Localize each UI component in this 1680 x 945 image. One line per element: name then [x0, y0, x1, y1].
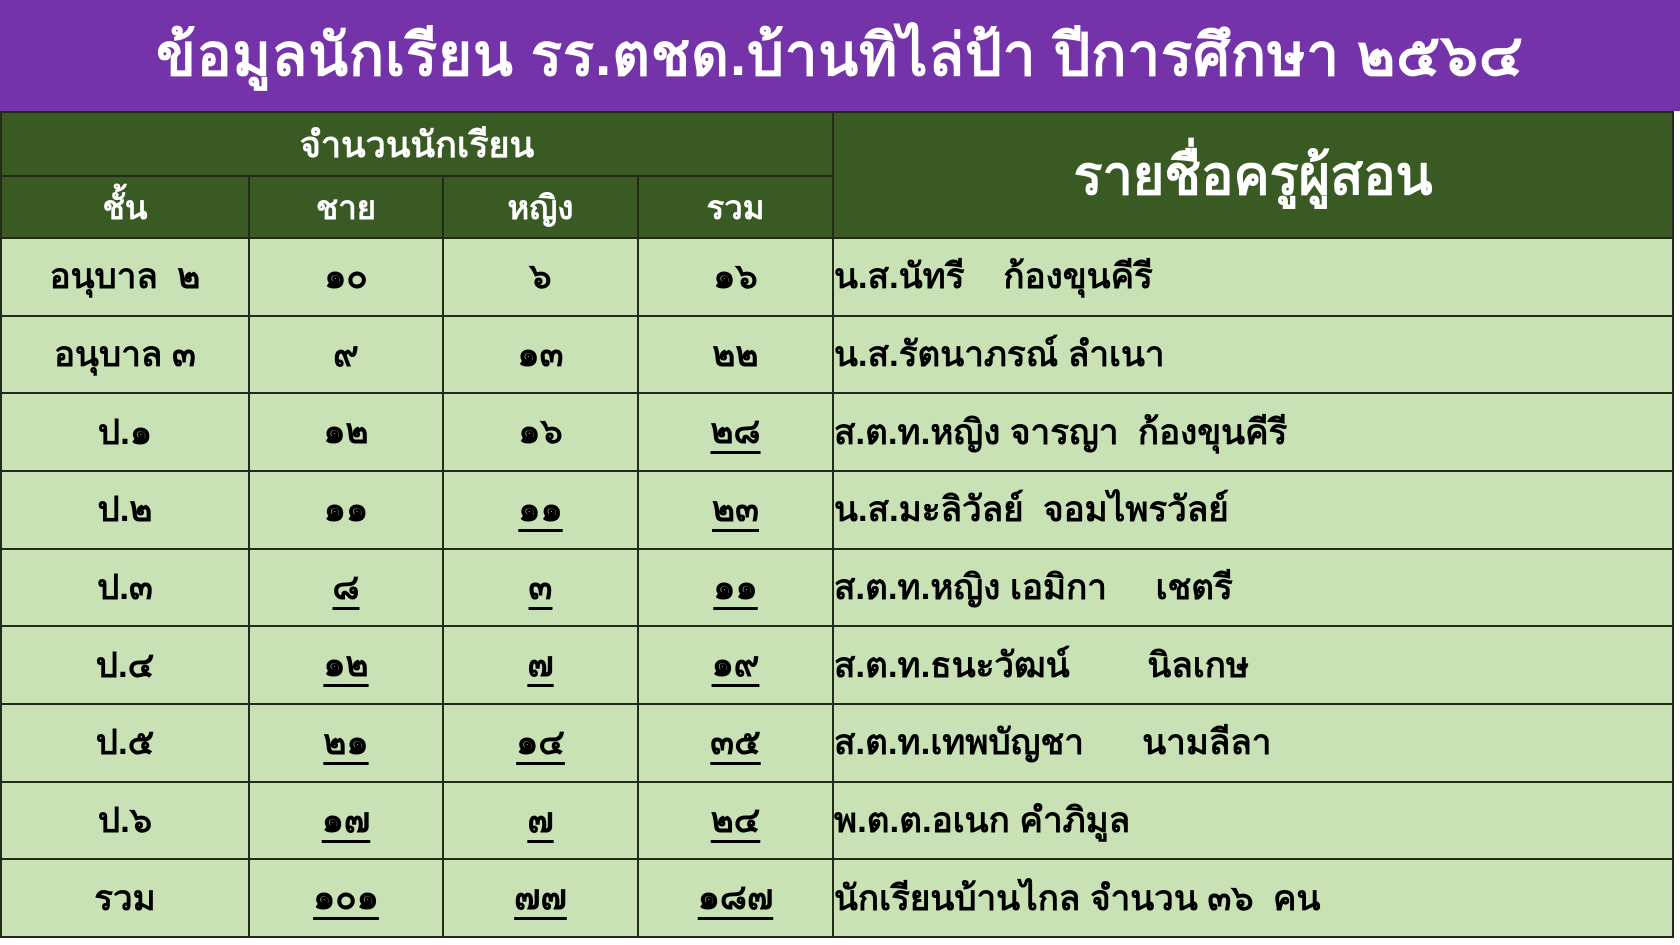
teacher-name-cell: ส.ต.ท.หญิง จารญา ก้องขุนคีรี: [833, 393, 1673, 471]
teacher-name-cell: ส.ต.ท.หญิง เอมิกา เชตรี: [833, 549, 1673, 627]
column-header-grade: ชั้น: [1, 176, 249, 238]
teacher-name-cell: ส.ต.ท.ธนะวัฒน์ นิลเกษ: [833, 626, 1673, 704]
total-count-cell: ๓๕: [638, 704, 833, 782]
table-row: [1, 393, 1673, 471]
total-count-cell: ๑๖: [638, 238, 833, 316]
teacher-name-cell: น.ส.มะลิวัลย์ จอมไพรวัลย์: [833, 471, 1673, 549]
teacher-name-cell: นักเรียนบ้านไกล จำนวน ๓๖ คน: [833, 859, 1673, 937]
table-row: [1, 859, 1673, 937]
student-count-group-header: จำนวนนักเรียน: [1, 112, 833, 176]
female-count-cell: ๗๗: [443, 859, 638, 937]
table-row: [1, 704, 1673, 782]
grade-cell: อนุบาล ๒: [1, 238, 249, 316]
column-header-male: ชาย: [249, 176, 443, 238]
teacher-list-header: รายชื่อครูผู้สอน: [833, 112, 1673, 238]
total-count-cell: ๑๘๗: [638, 859, 833, 937]
total-count-cell: ๒๘: [638, 393, 833, 471]
grade-cell: ป.๕: [1, 704, 249, 782]
teacher-name-cell: น.ส.นัทรี ก้องขุนคีรี: [833, 238, 1673, 316]
male-count-cell: ๘: [249, 549, 443, 627]
female-count-cell: ๗: [443, 626, 638, 704]
female-count-cell: ๗: [443, 782, 638, 860]
grade-cell: ป.๒: [1, 471, 249, 549]
total-count-cell: ๒๓: [638, 471, 833, 549]
table-body: [1, 238, 1673, 937]
table-row: [1, 316, 1673, 394]
male-count-cell: ๑๐: [249, 238, 443, 316]
male-count-cell: ๒๑: [249, 704, 443, 782]
column-header-total: รวม: [638, 176, 833, 238]
grade-cell: อนุบาล ๓: [1, 316, 249, 394]
table-row: [1, 471, 1673, 549]
female-count-cell: ๑๑: [443, 471, 638, 549]
total-count-cell: ๑๙: [638, 626, 833, 704]
student-data-table: [0, 111, 1674, 938]
table-row: [1, 238, 1673, 316]
male-count-cell: ๑๒: [249, 393, 443, 471]
male-count-cell: ๑๒: [249, 626, 443, 704]
page-title: ข้อมูลนักเรียน รร.ตชด.บ้านทิไล่ป้า ปีการศึกษา ๒๕๖๔: [156, 22, 1524, 88]
male-count-cell: ๑๑: [249, 471, 443, 549]
column-header-female: หญิง: [443, 176, 638, 238]
teacher-name-cell: พ.ต.ต.อเนก คำภิมูล: [833, 782, 1673, 860]
female-count-cell: ๑๓: [443, 316, 638, 394]
grade-cell: ป.๔: [1, 626, 249, 704]
female-count-cell: ๖: [443, 238, 638, 316]
header-row-group: [1, 112, 1673, 176]
table-row: [1, 782, 1673, 860]
grade-cell: ป.๖: [1, 782, 249, 860]
female-count-cell: ๑๖: [443, 393, 638, 471]
table-row: [1, 549, 1673, 627]
female-count-cell: ๓: [443, 549, 638, 627]
grade-cell: รวม: [1, 859, 249, 937]
total-count-cell: ๒๔: [638, 782, 833, 860]
female-count-cell: ๑๔: [443, 704, 638, 782]
grade-cell: ป.๓: [1, 549, 249, 627]
total-count-cell: ๑๑: [638, 549, 833, 627]
male-count-cell: ๙: [249, 316, 443, 394]
teacher-name-cell: ส.ต.ท.เทพบัญชา นามลีลา: [833, 704, 1673, 782]
male-count-cell: ๑๐๑: [249, 859, 443, 937]
table-row: [1, 626, 1673, 704]
title-banner: [0, 0, 1680, 111]
teacher-name-cell: น.ส.รัตนาภรณ์ ลำเนา: [833, 316, 1673, 394]
male-count-cell: ๑๗: [249, 782, 443, 860]
grade-cell: ป.๑: [1, 393, 249, 471]
total-count-cell: ๒๒: [638, 316, 833, 394]
